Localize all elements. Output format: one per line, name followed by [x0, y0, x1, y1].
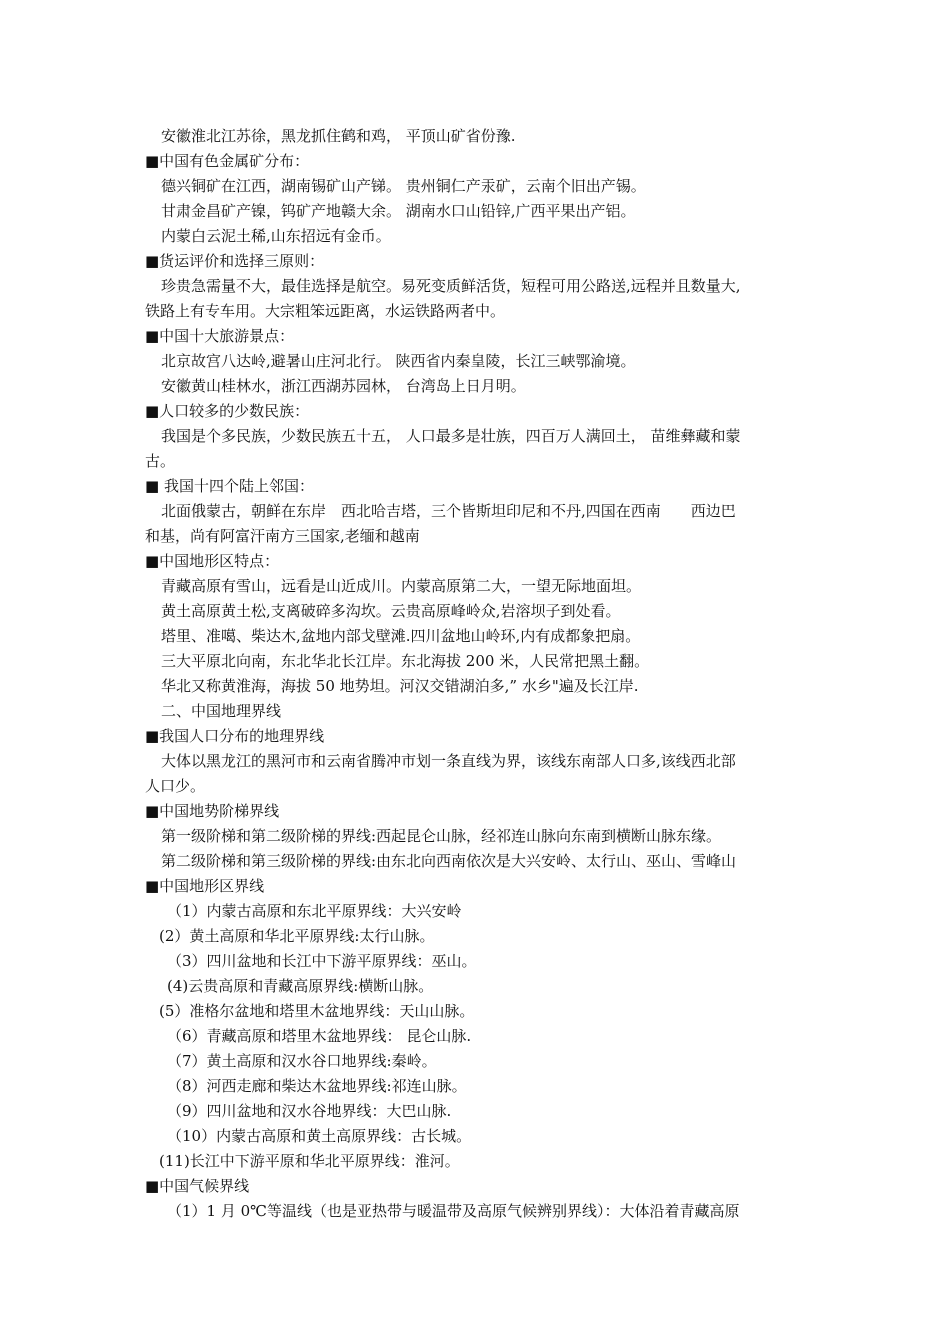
paragraph-line: 二、中国地理界线	[161, 702, 282, 720]
section-heading: ■中国有色金属矿分布：	[145, 152, 310, 170]
paragraph-line: 第二级阶梯和第三级阶梯的界线:由东北向西南依次是大兴安岭、太行山、巫山、雪峰山	[161, 852, 737, 870]
list-item: (4)云贵高原和青藏高原界线:横断山脉。	[167, 977, 434, 995]
paragraph-line: 我国是个多民族，少数民族五十五， 人口最多是壮族，四百万人满回土， 苗维彝藏和蒙	[161, 427, 741, 445]
paragraph-line: 北京故宫八达岭,避暑山庄河北行。 陕西省内秦皇陵，长江三峡鄂渝境。	[161, 352, 636, 370]
paragraph-line: 华北又称黄淮海，海拔 50 地势坦。河汉交错湖泊多,” 水乡"遍及长江岸.	[161, 677, 639, 695]
list-item: （10）内蒙古高原和黄土高原界线：古长城。	[167, 1127, 472, 1145]
list-item: (11)长江中下游平原和华北平原界线：淮河。	[159, 1152, 460, 1170]
list-item: （3）四川盆地和长江中下游平原界线：巫山。	[167, 952, 477, 970]
section-heading: ■中国十大旅游景点：	[145, 327, 295, 345]
section-heading: ■人口较多的少数民族：	[145, 402, 310, 420]
section-heading: ■中国地势阶梯界线	[145, 802, 280, 820]
paragraph-line: 内蒙白云泥土稀,山东招远有金币。	[161, 227, 391, 245]
list-item: （8）河西走廊和柴达木盆地界线:祁连山脉。	[167, 1077, 467, 1095]
section-heading: ■中国地形区界线	[145, 877, 265, 895]
paragraph-line: 第一级阶梯和第二级阶梯的界线:西起昆仑山脉，经祁连山脉向东南到横断山脉东缘。	[161, 827, 722, 845]
list-item: （1）1 月 0℃等温线（也是亚热带与暖温带及高原气候辨别界线）：大体沿着青藏高原	[167, 1202, 740, 1220]
paragraph-line: 大体以黑龙江的黑河市和云南省腾冲市划一条直线为界，该线东南部人口多,该线西北部	[161, 752, 736, 770]
list-item: （6）青藏高原和塔里木盆地界线： 昆仑山脉.	[167, 1027, 472, 1045]
paragraph-line: 甘肃金昌矿产镍，钨矿产地赣大余。 湖南水口山铅锌,广西平果出产铝。	[161, 202, 636, 220]
paragraph-line: 黄土高原黄土松,支离破碎多沟坎。云贵高原峰岭众,岩溶坝子到处看。	[161, 602, 621, 620]
list-item: (2）黄土高原和华北平原界线:太行山脉。	[159, 927, 435, 945]
paragraph-line: 安徽淮北江苏徐，黑龙抓住鹤和鸡， 平顶山矿省份豫.	[161, 127, 516, 145]
list-item: (5）准格尔盆地和塔里木盆地界线：天山山脉。	[159, 1002, 475, 1020]
paragraph-line: 安徽黄山桂林水，浙江西湖苏园林， 台湾岛上日月明。	[161, 377, 526, 395]
section-heading: ■我国人口分布的地理界线	[145, 727, 325, 745]
paragraph-line: 塔里、准噶、柴达木,盆地内部戈壁滩.四川盆地山岭环,内有成都象把扇。	[161, 627, 641, 645]
document-body	[145, 124, 809, 1224]
section-heading: ■ 我国十四个陆上邻国：	[145, 477, 314, 495]
section-heading: ■中国气候界线	[145, 1177, 250, 1195]
paragraph-line: 德兴铜矿在江西，湖南锡矿山产锑。 贵州铜仁产汞矿，云南个旧出产锡。	[161, 177, 646, 195]
section-heading: ■中国地形区特点：	[145, 552, 280, 570]
paragraph-line: 珍贵急需量不大，最佳选择是航空。易死变质鲜活货，短程可用公路送,远程并且数量大,	[161, 277, 741, 295]
list-item: （9）四川盆地和汉水谷地界线：大巴山脉.	[167, 1102, 452, 1120]
paragraph-continuation: 古。	[145, 452, 176, 470]
section-heading: ■货运评价和选择三原则：	[145, 252, 325, 270]
paragraph-line: 三大平原北向南，东北华北长江岸。东北海拔 200 米，人民常把黑土翻。	[161, 652, 650, 670]
paragraph-line: 青藏高原有雪山，远看是山近成川。内蒙高原第二大，一望无际地面坦。	[161, 577, 642, 595]
paragraph-line: 北面俄蒙古，朝鲜在东岸 西北哈吉塔，三个皆斯坦印尼和不丹,四国在西南 西边巴	[161, 502, 736, 520]
paragraph-continuation: 人口少。	[145, 777, 206, 795]
list-item: （7）黄土高原和汉水谷口地界线:秦岭。	[167, 1052, 437, 1070]
list-item: （1）内蒙古高原和东北平原界线：大兴安岭	[167, 902, 462, 920]
paragraph-continuation: 铁路上有专车用。大宗粗笨远距离，水运铁路两者中。	[145, 302, 506, 320]
paragraph-continuation: 和基，尚有阿富汗南方三国家,老缅和越南	[145, 527, 420, 545]
